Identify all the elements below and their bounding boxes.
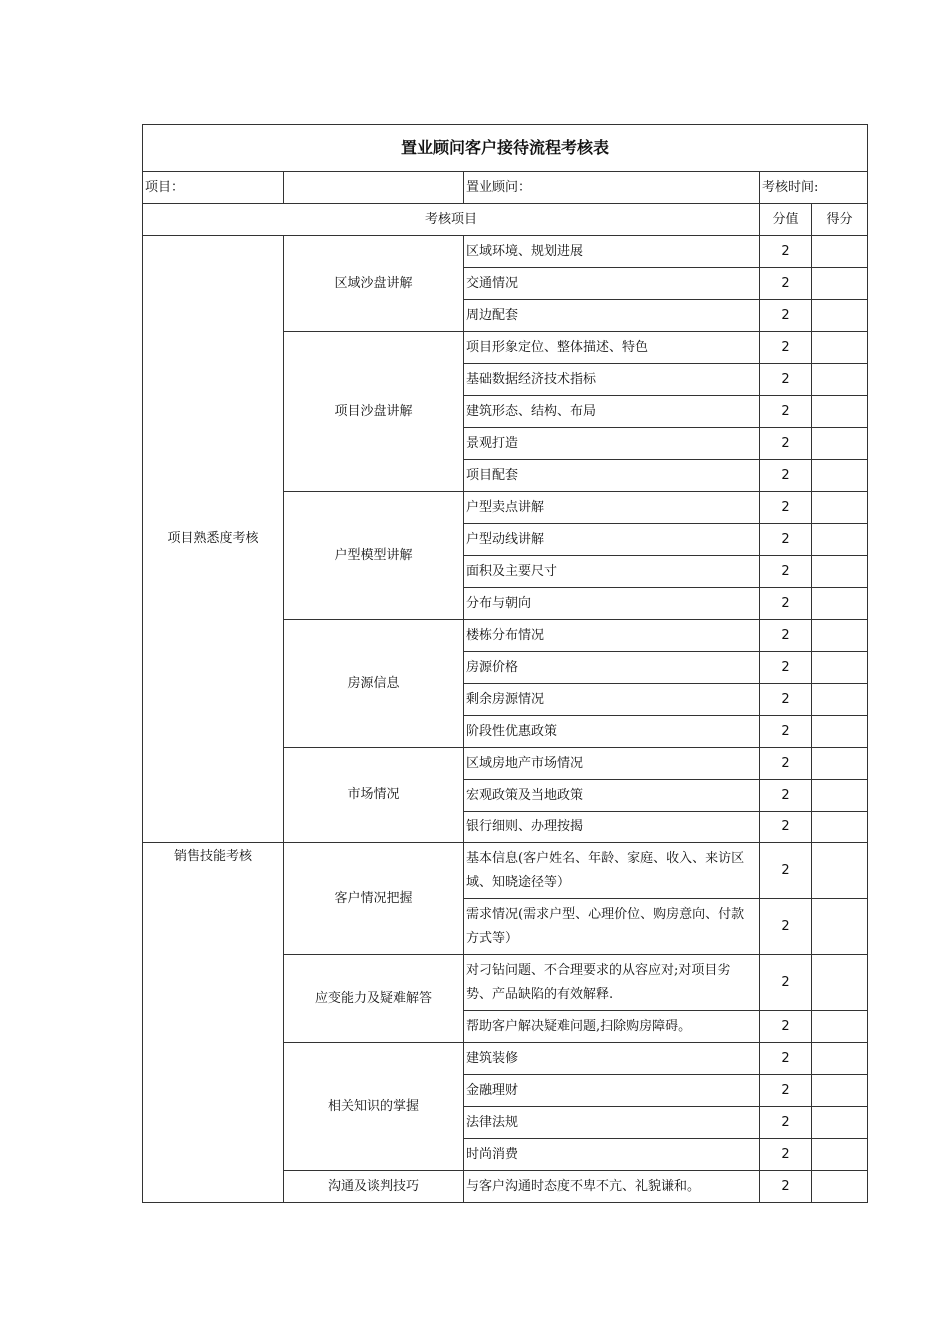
criterion-text: 法律法规 (464, 1107, 760, 1139)
result-field[interactable] (812, 1171, 868, 1203)
result-field[interactable] (812, 1139, 868, 1171)
criterion-text: 帮助客户解决疑难问题,扫除购房障碍。 (464, 1011, 760, 1043)
criterion-score: 2 (760, 652, 812, 684)
criterion-score: 2 (760, 812, 812, 843)
result-field[interactable] (812, 268, 868, 300)
criterion-text: 建筑装修 (464, 1043, 760, 1075)
result-field[interactable] (812, 843, 868, 899)
criterion-text: 阶段性优惠政策 (464, 716, 760, 748)
criterion-score: 2 (760, 524, 812, 556)
criterion-score: 2 (760, 268, 812, 300)
criterion-text: 面积及主要尺寸 (464, 556, 760, 588)
criterion-text: 景观打造 (464, 428, 760, 460)
header-row (143, 204, 868, 236)
result-field[interactable] (812, 780, 868, 812)
criterion-text: 分布与朝向 (464, 588, 760, 620)
criterion-text: 楼栋分布情况 (464, 620, 760, 652)
criterion-text: 区域环境、规划进展 (464, 236, 760, 268)
group-name: 区域沙盘讲解 (284, 236, 464, 332)
criterion-text: 户型卖点讲解 (464, 492, 760, 524)
result-field[interactable] (812, 236, 868, 268)
criterion-score: 2 (760, 1107, 812, 1139)
criterion-score: 2 (760, 1011, 812, 1043)
criterion-text: 与客户沟通时态度不卑不亢、礼貌谦和。 (464, 1171, 760, 1203)
result-field[interactable] (812, 524, 868, 556)
result-field[interactable] (812, 716, 868, 748)
time-label: 考核时间: (760, 172, 868, 204)
criterion-text: 房源价格 (464, 652, 760, 684)
criterion-score: 2 (760, 300, 812, 332)
group-name: 项目沙盘讲解 (284, 332, 464, 492)
result-field[interactable] (812, 364, 868, 396)
criterion-text: 基本信息(客户姓名、年龄、家庭、收入、来访区域、知晓途径等） (464, 843, 760, 899)
result-field[interactable] (812, 556, 868, 588)
criterion-text: 项目配套 (464, 460, 760, 492)
table-row (143, 236, 868, 268)
criterion-score: 2 (760, 1043, 812, 1075)
group-name: 沟通及谈判技巧 (284, 1171, 464, 1203)
criterion-score: 2 (760, 780, 812, 812)
result-field[interactable] (812, 684, 868, 716)
result-field[interactable] (812, 652, 868, 684)
consultant-label: 置业顾问： (464, 172, 760, 204)
result-field[interactable] (812, 300, 868, 332)
group-name: 市场情况 (284, 748, 464, 843)
result-field[interactable] (812, 748, 868, 780)
criterion-score: 2 (760, 1075, 812, 1107)
criterion-score: 2 (760, 843, 812, 899)
criterion-text: 宏观政策及当地政策 (464, 780, 760, 812)
project-label: 项目： (143, 172, 284, 204)
section-name: 项目熟悉度考核 (143, 236, 284, 843)
group-name: 户型模型讲解 (284, 492, 464, 620)
criterion-text: 需求情况(需求户型、心理价位、购房意向、付款方式等） (464, 899, 760, 955)
group-name: 房源信息 (284, 620, 464, 748)
criterion-score: 2 (760, 748, 812, 780)
result-field[interactable] (812, 812, 868, 843)
criterion-score: 2 (760, 588, 812, 620)
section-name: 销售技能考核 (143, 843, 284, 1203)
criterion-text: 银行细则、办理按揭 (464, 812, 760, 843)
criterion-score: 2 (760, 364, 812, 396)
criterion-score: 2 (760, 460, 812, 492)
criterion-score: 2 (760, 955, 812, 1011)
result-field[interactable] (812, 460, 868, 492)
criterion-score: 2 (760, 492, 812, 524)
group-name: 客户情况把握 (284, 843, 464, 955)
criterion-score: 2 (760, 556, 812, 588)
header-item: 考核项目 (143, 204, 760, 236)
criterion-text: 基础数据经济技术指标 (464, 364, 760, 396)
evaluation-table (142, 124, 868, 1203)
criterion-text: 建筑形态、结构、布局 (464, 396, 760, 428)
criterion-text: 剩余房源情况 (464, 684, 760, 716)
group-name: 相关知识的掌握 (284, 1043, 464, 1171)
table-row (143, 843, 868, 899)
header-result: 得分 (812, 204, 868, 236)
result-field[interactable] (812, 396, 868, 428)
criterion-text: 时尚消费 (464, 1139, 760, 1171)
criterion-text: 项目形象定位、整体描述、特色 (464, 332, 760, 364)
criterion-score: 2 (760, 428, 812, 460)
criterion-score: 2 (760, 684, 812, 716)
criterion-score: 2 (760, 1139, 812, 1171)
result-field[interactable] (812, 492, 868, 524)
criterion-text: 金融理财 (464, 1075, 760, 1107)
result-field[interactable] (812, 955, 868, 1011)
result-field[interactable] (812, 332, 868, 364)
criterion-score: 2 (760, 332, 812, 364)
criterion-text: 交通情况 (464, 268, 760, 300)
result-field[interactable] (812, 1043, 868, 1075)
result-field[interactable] (812, 620, 868, 652)
result-field[interactable] (812, 1075, 868, 1107)
criterion-text: 周边配套 (464, 300, 760, 332)
criterion-text: 户型动线讲解 (464, 524, 760, 556)
criterion-score: 2 (760, 396, 812, 428)
criterion-score: 2 (760, 1171, 812, 1203)
group-name: 应变能力及疑难解答 (284, 955, 464, 1043)
criterion-text: 区域房地产市场情况 (464, 748, 760, 780)
criterion-text: 对刁钻问题、不合理要求的从容应对;对项目劣势、产品缺陷的有效解释. (464, 955, 760, 1011)
criterion-score: 2 (760, 899, 812, 955)
result-field[interactable] (812, 1011, 868, 1043)
project-value-field[interactable] (284, 172, 464, 204)
result-field[interactable] (812, 899, 868, 955)
result-field[interactable] (812, 1107, 868, 1139)
evaluation-sheet (142, 124, 867, 1203)
sheet-title: 置业顾问客户接待流程考核表 (143, 125, 868, 172)
criterion-score: 2 (760, 716, 812, 748)
header-score: 分值 (760, 204, 812, 236)
result-field[interactable] (812, 428, 868, 460)
result-field[interactable] (812, 588, 868, 620)
criterion-score: 2 (760, 236, 812, 268)
info-row (143, 172, 868, 204)
criterion-score: 2 (760, 620, 812, 652)
